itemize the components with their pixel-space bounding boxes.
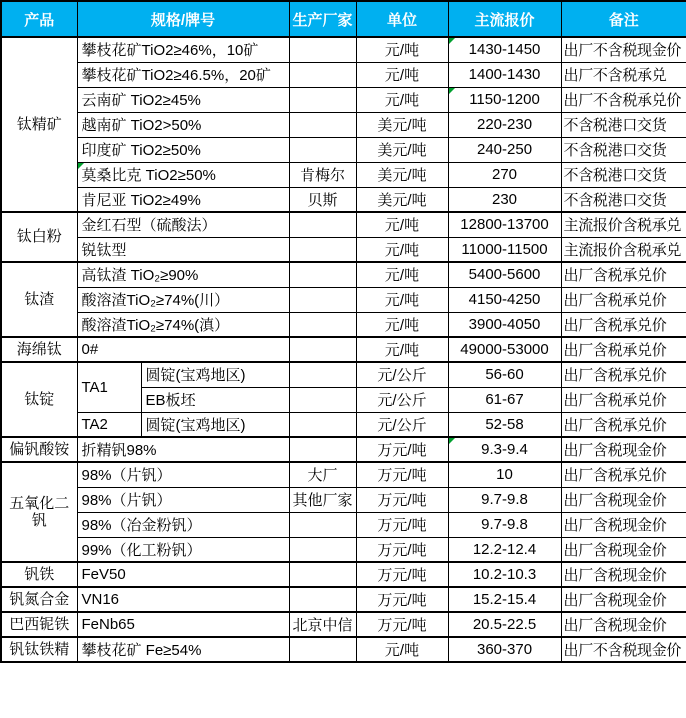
note-cell: 出厂含税承兑价 <box>561 362 686 387</box>
price-cell <box>448 437 561 462</box>
spec-cell: 98%（冶金粉钒） <box>77 512 289 537</box>
maker-cell: 贝斯 <box>289 187 356 212</box>
maker-cell <box>289 537 356 562</box>
table-row <box>1 312 686 337</box>
comment-flag-icon <box>449 438 455 444</box>
price-cell: 52-58 <box>448 412 561 437</box>
maker-cell <box>289 37 356 62</box>
spec-cell: 印度矿 TiO2≥50% <box>77 137 289 162</box>
unit-cell: 元/吨 <box>356 37 448 62</box>
unit-cell: 万元/吨 <box>356 462 448 487</box>
table-row <box>1 562 686 587</box>
spec-cell: 攀枝花矿TiO2≥46.5%，20矿 <box>77 62 289 87</box>
spec-cell: 越南矿 TiO2>50% <box>77 112 289 137</box>
price-cell: 5400-5600 <box>448 262 561 287</box>
unit-cell: 万元/吨 <box>356 512 448 537</box>
price-value: 1430-1450 <box>468 41 541 59</box>
maker-cell <box>289 362 356 387</box>
unit-cell: 元/吨 <box>356 87 448 112</box>
note-cell: 出厂含税承兑价 <box>561 387 686 412</box>
spec-cell: 98%（片钒） <box>77 462 289 487</box>
table-row <box>1 187 686 212</box>
table-row <box>1 62 686 87</box>
price-cell: 240-250 <box>448 137 561 162</box>
note-cell: 出厂不含税现金价 <box>561 37 686 62</box>
price-cell: 9.7-9.8 <box>448 512 561 537</box>
price-value: 9.3-9.4 <box>481 441 528 458</box>
price-cell: 9.7-9.8 <box>448 487 561 512</box>
unit-cell: 元/吨 <box>356 237 448 262</box>
table-row <box>1 137 686 162</box>
spec-cell: 金红石型（硫酸法） <box>77 212 289 237</box>
maker-cell <box>289 387 356 412</box>
table-row <box>1 412 686 437</box>
maker-cell <box>289 637 356 662</box>
spec-cell: 云南矿 TiO2≥45% <box>77 87 289 112</box>
price-cell: 12800-13700 <box>448 212 561 237</box>
product-cell: 偏钒酸铵 <box>1 437 77 462</box>
table-row <box>1 112 686 137</box>
unit-cell: 万元/吨 <box>356 587 448 612</box>
spec-cell: FeNb65 <box>77 612 289 637</box>
product-cell: 钛白粉 <box>1 212 77 262</box>
unit-cell: 元/吨 <box>356 262 448 287</box>
unit-cell: 元/公斤 <box>356 387 448 412</box>
grade-cell: TA2 <box>77 412 141 437</box>
maker-cell: 大厂 <box>289 462 356 487</box>
price-cell: 15.2-15.4 <box>448 587 561 612</box>
maker-cell <box>289 112 356 137</box>
unit-cell: 万元/吨 <box>356 537 448 562</box>
unit-cell: 元/吨 <box>356 287 448 312</box>
table-row <box>1 537 686 562</box>
spec-cell <box>77 162 289 187</box>
note-cell: 不含税港口交货 <box>561 112 686 137</box>
col-header-price: 主流报价 <box>448 1 561 37</box>
note-cell: 出厂含税现金价 <box>561 612 686 637</box>
note-cell: 主流报价含税承兑 <box>561 237 686 262</box>
price-cell: 11000-11500 <box>448 237 561 262</box>
spec-cell: 折精钒98% <box>77 437 289 462</box>
unit-cell: 元/吨 <box>356 62 448 87</box>
maker-cell <box>289 87 356 112</box>
table-row <box>1 612 686 637</box>
maker-cell <box>289 587 356 612</box>
col-header-spec: 规格/牌号 <box>77 1 289 37</box>
product-cell: 巴西铌铁 <box>1 612 77 637</box>
comment-flag-icon <box>449 38 455 44</box>
table-row <box>1 362 686 387</box>
table-row <box>1 462 686 487</box>
product-cell: 钛精矿 <box>1 37 77 212</box>
price-cell: 230 <box>448 187 561 212</box>
note-cell: 主流报价含税承兑 <box>561 212 686 237</box>
maker-cell <box>289 287 356 312</box>
note-cell: 出厂含税承兑价 <box>561 412 686 437</box>
spec-cell: FeV50 <box>77 562 289 587</box>
note-cell: 出厂含税承兑价 <box>561 262 686 287</box>
spec-cell: 肯尼亚 TiO2≥49% <box>77 187 289 212</box>
unit-cell: 美元/吨 <box>356 112 448 137</box>
unit-cell: 元/吨 <box>356 337 448 362</box>
maker-cell <box>289 137 356 162</box>
table-row <box>1 487 686 512</box>
price-cell: 360-370 <box>448 637 561 662</box>
spec-cell: 0# <box>77 337 289 362</box>
table-row <box>1 212 686 237</box>
maker-cell <box>289 262 356 287</box>
spec-value: 莫桑比克 TiO2≥50% <box>81 167 216 184</box>
product-cell: 钒氮合金 <box>1 587 77 612</box>
product-cell: 钛锭 <box>1 362 77 437</box>
maker-cell <box>289 237 356 262</box>
price-cell: 10 <box>448 462 561 487</box>
note-cell: 出厂含税承兑价 <box>561 287 686 312</box>
spec-cell: 锐钛型 <box>77 237 289 262</box>
price-cell: 270 <box>448 162 561 187</box>
grade-cell: TA1 <box>77 362 141 412</box>
table-row <box>1 237 686 262</box>
spec-cell: 98%（片钒） <box>77 487 289 512</box>
spec-cell: 高钛渣 TiO₂≥90% <box>77 262 289 287</box>
col-header-note: 备注 <box>561 1 686 37</box>
spec-cell: 酸溶渣TiO₂≥74%(川） <box>77 287 289 312</box>
note-cell: 出厂含税承兑价 <box>561 312 686 337</box>
table-row <box>1 437 686 462</box>
table-row <box>1 637 686 662</box>
note-cell: 不含税港口交货 <box>561 137 686 162</box>
price-cell: 220-230 <box>448 112 561 137</box>
note-cell: 出厂含税现金价 <box>561 437 686 462</box>
unit-cell: 元/吨 <box>356 637 448 662</box>
spec-cell: 圆锭(宝鸡地区) <box>141 362 289 387</box>
unit-cell: 元/公斤 <box>356 362 448 387</box>
table-row <box>1 87 686 112</box>
price-cell: 4150-4250 <box>448 287 561 312</box>
unit-cell: 万元/吨 <box>356 562 448 587</box>
spec-cell: EB板坯 <box>141 387 289 412</box>
table-row <box>1 262 686 287</box>
note-cell: 不含税港口交货 <box>561 187 686 212</box>
product-cell: 钛渣 <box>1 262 77 337</box>
unit-cell: 元/吨 <box>356 212 448 237</box>
price-cell: 3900-4050 <box>448 312 561 337</box>
price-cell: 10.2-10.3 <box>448 562 561 587</box>
note-cell: 出厂含税现金价 <box>561 487 686 512</box>
maker-cell <box>289 512 356 537</box>
spec-cell: 攀枝花矿 Fe≥54% <box>77 637 289 662</box>
maker-cell <box>289 337 356 362</box>
unit-cell: 万元/吨 <box>356 487 448 512</box>
col-header-product: 产品 <box>1 1 77 37</box>
maker-cell: 肯梅尔 <box>289 162 356 187</box>
price-cell: 49000-53000 <box>448 337 561 362</box>
note-cell: 出厂不含税承兑价 <box>561 87 686 112</box>
note-cell: 出厂含税现金价 <box>561 562 686 587</box>
maker-cell <box>289 562 356 587</box>
table-row <box>1 162 686 187</box>
table-row <box>1 587 686 612</box>
note-cell: 出厂含税现金价 <box>561 512 686 537</box>
unit-cell: 美元/吨 <box>356 162 448 187</box>
comment-flag-icon <box>78 163 84 169</box>
maker-cell <box>289 312 356 337</box>
price-cell: 12.2-12.4 <box>448 537 561 562</box>
price-cell <box>448 87 561 112</box>
spec-cell: VN16 <box>77 587 289 612</box>
col-header-unit: 单位 <box>356 1 448 37</box>
price-cell: 56-60 <box>448 362 561 387</box>
price-cell: 61-67 <box>448 387 561 412</box>
maker-cell: 其他厂家 <box>289 487 356 512</box>
unit-cell: 万元/吨 <box>356 612 448 637</box>
unit-cell: 万元/吨 <box>356 437 448 462</box>
price-cell: 20.5-22.5 <box>448 612 561 637</box>
maker-cell: 北京中信 <box>289 612 356 637</box>
price-value: 1150-1200 <box>469 91 540 108</box>
note-cell: 出厂含税现金价 <box>561 587 686 612</box>
note-cell: 出厂不含税现金价 <box>561 637 686 662</box>
note-cell: 不含税港口交货 <box>561 162 686 187</box>
col-header-maker: 生产厂家 <box>289 1 356 37</box>
table-row <box>1 512 686 537</box>
comment-flag-icon <box>449 88 455 94</box>
header-row <box>1 1 686 37</box>
spec-cell: 圆锭(宝鸡地区) <box>141 412 289 437</box>
spec-cell: 攀枝花矿TiO2≥46%，10矿 <box>77 37 289 62</box>
note-cell: 出厂含税现金价 <box>561 537 686 562</box>
product-cell: 五氧化二钒 <box>1 462 77 562</box>
maker-cell <box>289 212 356 237</box>
unit-cell: 美元/吨 <box>356 187 448 212</box>
price-cell <box>448 37 561 62</box>
product-cell: 钒钛铁精 <box>1 637 77 662</box>
note-cell: 出厂含税承兑价 <box>561 337 686 362</box>
maker-cell <box>289 62 356 87</box>
unit-cell: 元/公斤 <box>356 412 448 437</box>
table-row <box>1 287 686 312</box>
maker-cell <box>289 437 356 462</box>
unit-cell: 元/吨 <box>356 312 448 337</box>
spec-cell: 99%（化工粉钒） <box>77 537 289 562</box>
price-cell: 1400-1430 <box>448 62 561 87</box>
product-cell: 海绵钛 <box>1 337 77 362</box>
table-row <box>1 37 686 62</box>
table-row <box>1 337 686 362</box>
note-cell: 出厂不含税承兑 <box>561 62 686 87</box>
spec-cell: 酸溶渣TiO₂≥74%(滇） <box>77 312 289 337</box>
maker-cell <box>289 412 356 437</box>
unit-cell: 美元/吨 <box>356 137 448 162</box>
product-cell: 钒铁 <box>1 562 77 587</box>
note-cell: 出厂含税承兑价 <box>561 462 686 487</box>
